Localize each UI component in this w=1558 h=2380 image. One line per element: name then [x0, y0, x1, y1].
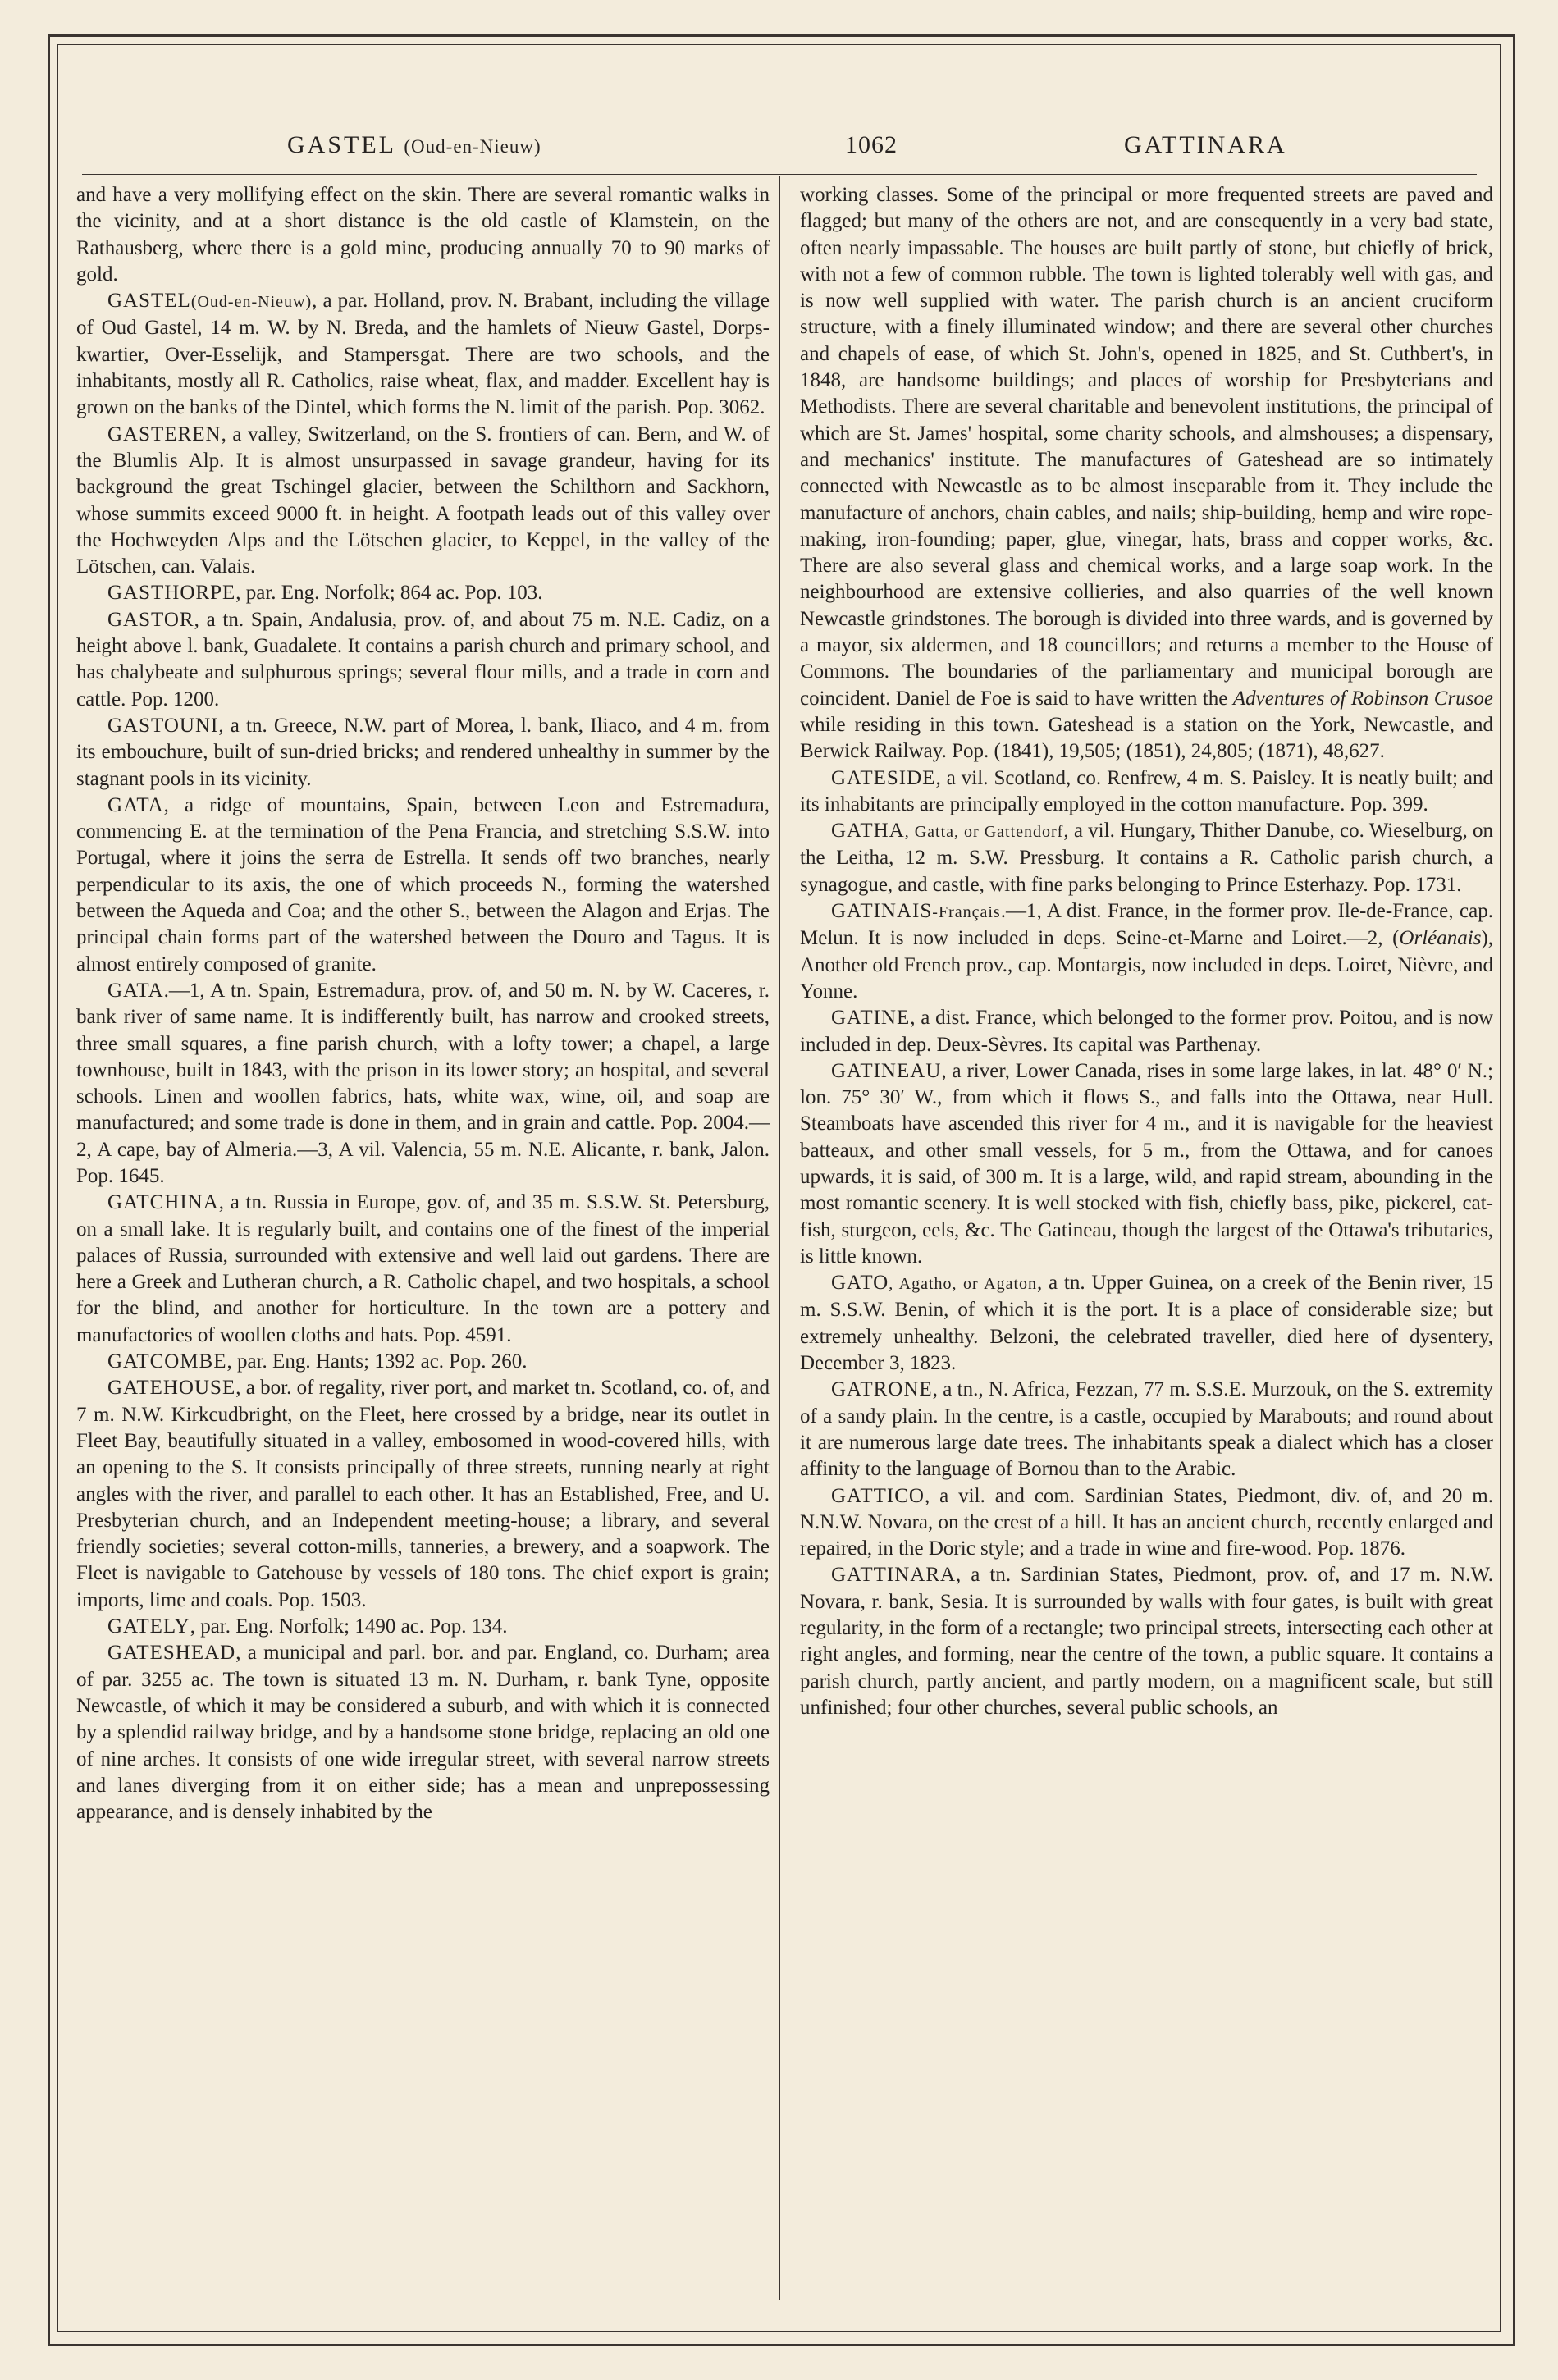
- header-left-main: GASTEL: [287, 131, 395, 158]
- entry-text: , par. Eng. Hants; 1392 ac. Pop. 260.: [226, 1350, 528, 1373]
- gazetteer-entry: [800, 1005, 1493, 1058]
- entry-text: .—1, A tn. Spain, Estremadura, prov. of, and 50 m. N. by W. Caceres, r. bank river of same name. It is indifferently built, has narrow and crooked streets, three small squares, a fine parish church, with a lofty tower; a chapel, a large townhouse, built in 1843, with the prison in its lower story; an hospital, and several schools. Linen and woollen fabrics, hats, white wax, wine, oil, and soap are manufactured; and some trade is done in them, and in grain and cattle. Pop. 2004.—2, A cape, bay of Almeria.—3, A vil. Valencia, 55 m. N.E. Alicante, r. bank, Jalon. Pop. 1645.: [76, 979, 770, 1187]
- entry-text: .—1, A dist. France, in the former prov. Ile-de-France, cap. Melun. It is now included in deps. Seine-et-Marne and Loiret.—2, (: [800, 900, 1493, 950]
- gazetteer-entry: [76, 978, 770, 1190]
- gazetteer-entry: [800, 1562, 1493, 1721]
- page-number: 1062: [845, 131, 898, 158]
- entry-text: , a vil. Scotland, co. Renfrew, 4 m. S. Paisley. It is neatly built; and its inhabitants are principally employed in the cotton manufacture. Pop. 399.: [800, 766, 1493, 815]
- gazetteer-entry: [800, 898, 1493, 1005]
- entry-variant-names: (Oud-en-Nieuw): [190, 293, 313, 312]
- entry-headword: GASTEL: [107, 290, 191, 313]
- entry-text: , par. Eng. Norfolk; 1490 ac. Pop. 134.: [190, 1615, 508, 1638]
- entry-headword: GATESIDE: [831, 766, 936, 789]
- gazetteer-entry: [800, 765, 1493, 819]
- entry-text: , a tn. Spain, Andalusia, prov. of, and about 75 m. N.E. Cadiz, on a height above l. bank, Guadalete. It contains a parish church and primary school, and has chalybeate and sulphurous springs; several flour mills, and a trade in corn and cattle. Pop. 1200.: [76, 608, 770, 710]
- header-left-paren: (Oud-en-Nieuw): [404, 136, 541, 157]
- entry-text: , a tn. Russia in Europe, gov. of, and 35 m. S.S.W. St. Petersburg, on a small lake. It is regularly built, and contains one of the finest of the imperial palaces of Russia, surrounded with extensive and well laid out gardens. There are here a Greek and Lutheran church, a R. Catholic chapel, and two hospitals, a school for the blind, and another for horticulture. In the town are a pottery and manufactories of woollen cloths and hats. Pop. 4591.: [76, 1191, 770, 1346]
- entry-headword: GATTICO: [831, 1484, 925, 1507]
- entry-headword: GATINEAU: [831, 1059, 942, 1082]
- entry-headword: GATELY: [107, 1615, 190, 1638]
- gazetteer-entry: [800, 1377, 1493, 1482]
- gazetteer-entry: [800, 1058, 1493, 1270]
- entry-headword: GATINAIS: [831, 900, 933, 923]
- right-column: [800, 182, 1493, 2297]
- gazetteer-entry: [800, 1270, 1493, 1377]
- entry-variant-names: -Français: [932, 903, 1001, 922]
- entry-text: , a tn., N. Africa, Fezzan, 77 m. S.S.E. Murzouk, on the S. extremity of a sandy plain. In the centre, is a castle, occupied by Marabouts; and round about it are numerous large date trees. The inhabitants speak a dialect which has a closer affinity to the language of Bornou than to the Arabic.: [800, 1378, 1493, 1481]
- entry-text: , a tn. Greece, N.W. part of Morea, l. bank, Iliaco, and 4 m. from its embouchure, built of sun-dried bricks; and rendered unhealthy in summer by the stagnant pools in its vicinity.: [76, 714, 770, 790]
- entry-text: , a tn. Sardinian States, Piedmont, prov. of, and 17 m. N.W. Novara, r. bank, Sesia. It is surrounded by walls with four gates, is built with great regularity, in the form of a rectangle; two principal streets, intersecting each other at right angles, and forming, near the centre of the town, a public square. It contains a parish church, partly ancient, and partly modern, on a magnificent scale, but still unfinished; four other churches, several public schools, an: [800, 1564, 1493, 1719]
- entry-text: and have a very mollifying effect on the skin. There are several romantic walks in the vicinity, and at a short distance is the old castle of Klamstein, on the Rathausberg, where there is a gold mine, producing annually 70 to 90 marks of gold.: [76, 184, 770, 286]
- entry-text: working classes. Some of the principal or more frequented streets are paved and flagged; but many of the others are not, and are consequently in a very bad state, often nearly impassable. The houses are built partly of stone, but chiefly of brick, with not a few of common rubble. The town is lighted tolerably well with gas, and is now well supplied with water. The parish church is an ancient cruciform structure, with a finely illuminated window; and there are several other churches and chapels of ease, of which St. John's, opened in 1825, and St. Cuthbert's, in 1848, are handsome buildings; and places of worship for Presbyterians and Methodists. There are several charitable and benevolent institutions, the principal of which are St. James' hospital, some charity schools, and almshouses; a dispensary, and mechanics' institute. The manufactures of Gateshead are so intimately connected with Newcastle as to be almost inseparable from it. They include the manufacture of anchors, chain cables, and nails; ship-building, hemp and wire rope-making, iron-founding; paper, glue, vinegar, hats, brass and copper works, &c. There are also several glass and chemical works, and a large soap work. In the neighbourhood are extensive collieries, and also quarries of the well known Newcastle grindstones. The borough is divided into three wards, and is governed by a mayor, six aldermen, and 18 councillors; and returns a member to the House of Commons. The boundaries of the parliamentary and municipal borough are coincident. Daniel de Foe is said to have written the: [800, 184, 1493, 710]
- gazetteer-entry: [76, 182, 770, 288]
- left-column: [76, 182, 770, 2297]
- entry-headword: GATTINARA: [831, 1564, 957, 1587]
- entry-headword: GATRONE: [831, 1378, 933, 1401]
- gazetteer-entry: [800, 1483, 1493, 1563]
- entry-text: , par. Eng. Norfolk; 864 ac. Pop. 103.: [235, 582, 543, 605]
- entry-headword: GATHA: [831, 820, 905, 843]
- gazetteer-entry: [76, 713, 770, 793]
- running-header: [82, 123, 1477, 172]
- gazetteer-entry: [76, 1190, 770, 1349]
- entry-headword: GATINE: [831, 1007, 911, 1030]
- entry-italic: Adventures of Robinson Crusoe: [1232, 687, 1493, 710]
- entry-headword: GATA: [107, 979, 164, 1002]
- entry-text: , a ridge of mountains, Spain, between Leon and Estremadura, commencing E. at the termination of the Pena Francia, and stretching S.S.W. into Portugal, where it joins the serra de Estrella. It sends off two branches, nearly perpendicular to its axis, the one of which proceeds N., forming the watershed between the Aqueda and Coa; and the other S., between the Alagon and Erjas. The principal chain forms part of the watershed between the Douro and Tagus. It is almost entirely composed of granite.: [76, 793, 770, 975]
- gazetteer-entry: [76, 607, 770, 713]
- gazetteer-entry: [76, 422, 770, 581]
- entry-text: , a vil. and com. Sardinian States, Piedmont, div. of, and 20 m. N.N.W. Novara, on the crest of a hill. It has an ancient church, recently enlarged and repaired, in the Doric style; and a trade in wine and fire-wood. Pop. 1876.: [800, 1484, 1493, 1560]
- gazetteer-entry: [76, 288, 770, 421]
- entry-variant-names: , Agatho, or Agaton: [889, 1275, 1037, 1294]
- column-divider: [779, 176, 780, 2300]
- gazetteer-entry: [76, 1375, 770, 1614]
- gazetteer-entry: [76, 1640, 770, 1825]
- entry-text-tail: ), Another old French prov., cap. Montargis, now included in deps. Loiret, Nièvre, and Yonne.: [800, 927, 1493, 1003]
- entry-headword: GASTOUNI: [107, 714, 219, 737]
- entry-headword: GASTEREN: [107, 423, 222, 445]
- entry-text: , a municipal and parl. bor. and par. England, co. Durham; area of par. 3255 ac. The town is situated 13 m. N. Durham, r. bank Tyne, opposite Newcastle, of which it may be considered a suburb, and with which it is connected by a splendid railway bridge, and by a handsome stone bridge, replacing an old one of nine arches. It consists of one wide irregular street, with several narrow streets and lanes diverging from it on either side; has a mean and unprepossessing appearance, and is densely inhabited by the: [76, 1642, 770, 1824]
- entry-text: , a valley, Switzerland, on the S. frontiers of can. Bern, and W. of the Blumlis Alp. It is almost unsurpassed in savage grandeur, having for its background the great Tschingel glacier, between the Schilthorn and Sackhorn, whose summits exceed 9000 ft. in height. A footpath leads out of this valley over the Hochweyden Alps and the Lötschen glacier, to Keppel, in the valley of the Lötschen, can. Valais.: [76, 423, 770, 578]
- entry-text: , a river, Lower Canada, rises in some large lakes, in lat. 48° 0′ N.; lon. 75° 30′ W., from which it flows S., and falls into the Ottawa, near Hull. Steamboats have ascended this river for 4 m., and it is navigable for the heaviest batteaux, and other small vessels, for 5 m., from the Ottawa, and for canoes upwards, it is said, of 300 m. It is a large, wild, and rapid stream, abounding in the most romantic scenery. It is well stocked with fish, chiefly bass, pike, pickerel, cat-fish, sturgeon, eels, &c. The Gatineau, though the largest of the Ottawa's tributaries, is little known.: [800, 1059, 1493, 1268]
- entry-text: , a dist. France, which belonged to the former prov. Poitou, and is now included in dep. Deux-Sèvres. Its capital was Parthenay.: [800, 1007, 1493, 1056]
- entry-text-tail: while residing in this town. Gateshead is a station on the York, Newcastle, and Berwick Railway. Pop. (1841), 19,505; (1851), 24,805; (1871), 48,627.: [800, 713, 1493, 763]
- header-right: GATTINARA: [1124, 131, 1287, 158]
- entry-headword: GATO: [831, 1272, 889, 1295]
- entry-headword: GATCHINA: [107, 1191, 219, 1214]
- gazetteer-entry: [76, 1614, 770, 1640]
- entry-text: , a vil. Hungary, Thither Danube, co. Wieselburg, on the Leitha, 12 m. S.W. Pressburg. It contains a R. Catholic parish church, a synagogue, and castle, with fine parks belonging to Prince Esterhazy. Pop. 1731.: [800, 820, 1493, 896]
- gazetteer-entry: [800, 182, 1493, 765]
- entry-headword: GATEHOUSE: [107, 1377, 236, 1400]
- entry-headword: GASTOR: [107, 608, 194, 631]
- entry-italic: Orléanais: [1399, 927, 1482, 950]
- entry-headword: GATA: [107, 793, 164, 816]
- entry-text: , a tn. Upper Guinea, on a creek of the Benin river, 15 m. S.S.W. Benin, of which it is the port. It is a place of considerable size; but extremely unhealthy. Belzoni, the celebrated traveller, died here of dysentery, December 3, 1823.: [800, 1272, 1493, 1375]
- gazetteer-entry: [800, 818, 1493, 898]
- gazetteer-entry: [76, 793, 770, 978]
- header-left: [287, 131, 541, 159]
- entry-headword: GATESHEAD: [107, 1642, 236, 1665]
- gazetteer-entry: [76, 1349, 770, 1375]
- entry-text: , a bor. of regality, river port, and market tn. Scotland, co. of, and 7 m. N.W. Kirkcudbright, on the Fleet, here crossed by a bridge, near its outlet in Fleet Bay, beautifully situated in a valley, embosomed in wood-covered hills, with an opening to the S. It consists principally of three streets, running nearly at right angles with the river, and parallel to each other. It has an Established, Free, and U. Presbyterian church, and an Independent meeting-house; a library, and several friendly societies; several cotton-mills, tanneries, a brewery, and a soapwork. The Fleet is navigable to Gatehouse by vessels of 180 tons. The chief export is grain; imports, lime and coals. Pop. 1503.: [76, 1377, 770, 1611]
- entry-headword: GASTHORPE: [107, 582, 236, 605]
- entry-text: , a par. Holland, prov. N. Brabant, including the village of Oud Gastel, 14 m. W. by N. Breda, and the hamlets of Nieuw Gastel, Dorps-kwartier, Over-Esselijk, and Stampersgat. There are two schools, and the inhabitants, mostly all R. Catholics, raise wheat, flax, and madder. Excellent hay is grown on the banks of the Dintel, which forms the N. limit of the parish. Pop. 3062.: [76, 290, 770, 419]
- header-rule: [82, 174, 1477, 175]
- entry-headword: GATCOMBE: [107, 1350, 227, 1373]
- gazetteer-entry: [76, 580, 770, 606]
- entry-variant-names: , Gatta, or Gattendorf: [904, 823, 1064, 842]
